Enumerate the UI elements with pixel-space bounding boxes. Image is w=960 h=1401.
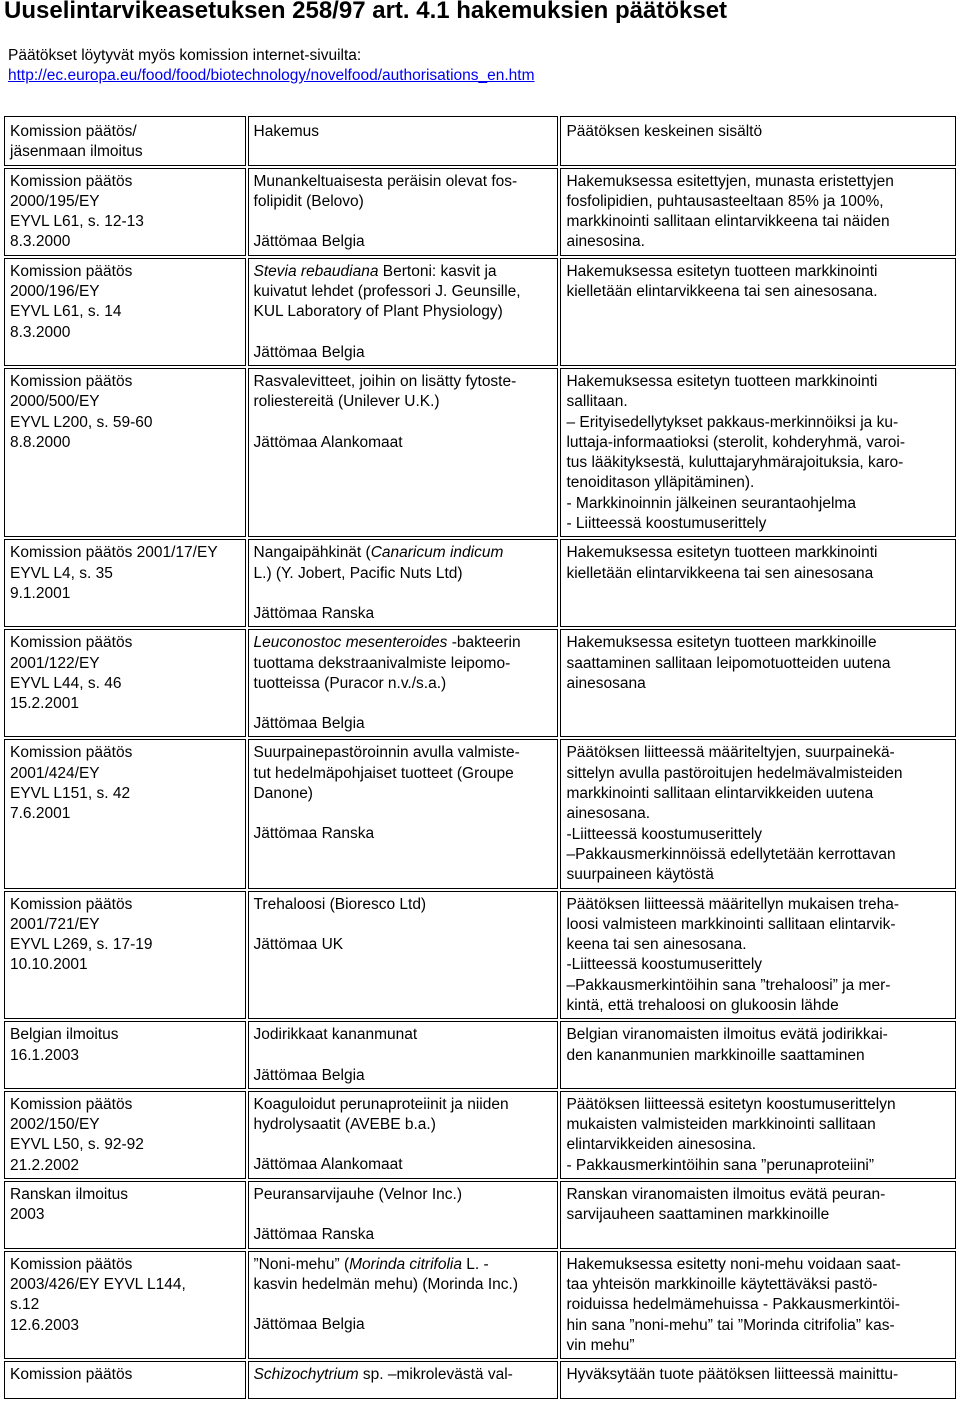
spacer (254, 915, 553, 935)
decision-content-cell: Ranskan viranomaisten ilmoitus evätä peuran- sarvijauheen saattaminen markkinoille (560, 1181, 956, 1249)
spacer (254, 212, 553, 232)
decision-content-cell: Päätöksen liitteessä määriteltyjen, suurpainekä- sittelyn avulla pastöroitujen hedelmävalmisteiden markkinointi sallitaan elintarvikkeiden uutena ainesosana. -Liitteessä koostumuserittely –Pakkausmerkinnöissä edellytetään kerrottavan suurpaineen käytöstä (560, 739, 956, 888)
application-cell (248, 1251, 559, 1359)
species-name: Canaricum indicum (370, 544, 504, 562)
application-text-cont: L. - kasvin hedelmän mehu) (Morinda Inc.) (253, 1255, 518, 1293)
decision-content-cell: Hakemuksessa esitetyn tuotteen markkinointi kielletään elintarvikkeena tai sen ainesosana. (560, 258, 956, 366)
application-description (254, 895, 553, 915)
application-cell (248, 891, 559, 1020)
table-row (4, 629, 956, 737)
application-text: Jodirikkaat kananmunat (253, 1026, 418, 1044)
decision-cell: Komission päätös 2000/195/EY EYVL L61, s. 12-13 8.3.2000 (4, 168, 246, 256)
header-application: Hakemus (248, 116, 559, 166)
application-description (254, 1255, 553, 1296)
decision-content-cell: Hakemuksessa esitetyn tuotteen markkinointi sallitaan. – Erityisedellytykset pakkaus-merkinnöiksi ja ku- luttaja-informaatioksi (sterolit, kohderyhmä, varoi- tus lääkityksestä, kuluttajaryhmärajoituksia, karo- tenoiditason ylläpitäminen). - Markkinoinnin jälkeinen seurantaohjelma - Liitteessä koostumuserittely (560, 368, 956, 537)
decision-cell: Komission päätös 2000/500/EY EYVL L200, s. 59-60 8.8.2000 (4, 368, 246, 537)
decision-cell: Komission päätös (4, 1361, 246, 1399)
decision-content-cell: Päätöksen liitteessä määritellyn mukaisen treha- loosi valmisteen markkinointi sallitaan elintarvik- keena tai sen ainesosana. -Liitteessä koostumuserittely –Pakkausmerkintöihin sana ”trehaloosi” ja mer- kintä, että trehaloosi on glukoosin lähde (560, 891, 956, 1020)
submitting-country: Jättömaa Belgia (253, 1316, 365, 1334)
spacer (254, 413, 553, 433)
application-cell (248, 1361, 559, 1399)
application-description (254, 262, 553, 323)
application-description (254, 1025, 553, 1045)
decision-cell: Belgian ilmoitus 16.1.2003 (4, 1021, 246, 1089)
table-row (4, 891, 956, 1020)
application-description (254, 372, 553, 413)
table-row (4, 1021, 956, 1089)
decisions-table (2, 114, 958, 1401)
submitting-country: Jättömaa Ranska (253, 1226, 375, 1244)
decision-cell: Komission päätös 2003/426/EY EYVL L144, s.12 12.6.2003 (4, 1251, 246, 1359)
application-text: Koaguloidut perunaproteiinit ja niiden hydrolysaatit (AVEBE b.a.) (253, 1095, 509, 1134)
application-description (254, 1185, 553, 1205)
species-name: Morinda citrifolia (349, 1255, 462, 1273)
application-cell (248, 168, 559, 256)
table-header-row (4, 116, 956, 166)
application-cell (248, 368, 559, 537)
spacer (254, 1205, 553, 1225)
application-description (254, 633, 553, 694)
spacer (254, 694, 553, 714)
application-cell (248, 629, 559, 737)
application-cell (248, 539, 559, 627)
table-row (4, 368, 956, 537)
spacer (254, 1295, 553, 1315)
decision-cell: Komission päätös 2000/196/EY EYVL L61, s. 14 8.3.2000 (4, 258, 246, 366)
submitting-country: Jättömaa UK (253, 935, 344, 953)
table-row (4, 258, 956, 366)
application-text: Peuransarvijauhe (Velnor Inc.) (253, 1186, 463, 1204)
table-row (4, 168, 956, 256)
table-row (4, 739, 956, 888)
application-text: Trehaloosi (Bioresco Ltd) (253, 895, 427, 913)
application-text-cont: -bakteerin tuottama dekstraanivalmiste leipomo- tuotteissa (Puracor n.v./s.a.) (253, 634, 521, 692)
decision-content-cell: Hakemuksessa esitetyn tuotteen markkinointi kielletään elintarvikkeena tai sen ainesosana (560, 539, 956, 627)
application-text: ”Noni-mehu” ( (253, 1255, 350, 1273)
intro-section (8, 46, 535, 86)
decision-cell: Komission päätös 2001/721/EY EYVL L269, s. 17-19 10.10.2001 (4, 891, 246, 1020)
application-text-cont: L.) (Y. Jobert, Pacific Nuts Ltd) (253, 564, 463, 582)
submitting-country: Jättömaa Alankomaat (253, 433, 403, 451)
submitting-country: Jättömaa Belgia (253, 715, 365, 733)
decision-content-cell: Hakemuksessa esitetyn tuotteen markkinoille saattaminen sallitaan leipomotuotteiden uutena ainesosana (560, 629, 956, 737)
application-description (254, 543, 553, 584)
application-description (254, 1095, 553, 1136)
table-row (4, 1181, 956, 1249)
decision-cell: Komission päätös 2001/122/EY EYVL L44, s. 46 15.2.2001 (4, 629, 246, 737)
spacer (254, 584, 553, 604)
species-name: Schizochytrium (253, 1366, 359, 1384)
intro-text: Päätökset löytyvät myös komission internet-sivuilta: (8, 47, 362, 64)
decision-cell: Komission päätös 2002/150/EY EYVL L50, s. 92-92 21.2.2002 (4, 1091, 246, 1179)
page-title: Uuselintarvikeasetuksen 258/97 art. 4.1 hakemuksien päätökset (4, 0, 728, 24)
application-description (254, 743, 553, 804)
decision-cell: Komission päätös 2001/424/EY EYVL L151, s. 42 7.6.2001 (4, 739, 246, 888)
application-description (254, 1365, 553, 1385)
application-text: Suurpainepastöroinnin avulla valmiste- tut hedelmäpohjaiset tuotteet (Groupe Danone) (253, 744, 520, 803)
decision-cell: Ranskan ilmoitus 2003 (4, 1181, 246, 1249)
application-cell (248, 1091, 559, 1179)
submitting-country: Jättömaa Alankomaat (253, 1156, 403, 1174)
table-row (4, 539, 956, 627)
submitting-country: Jättömaa Ranska (253, 604, 375, 622)
decision-content-cell: Belgian viranomaisten ilmoitus evätä jodirikkai- den kananmunien markkinoille saattaminen (560, 1021, 956, 1089)
application-cell (248, 258, 559, 366)
application-cell (248, 739, 559, 888)
decision-cell: Komission päätös 2001/17/EY EYVL L4, s. 35 9.1.2001 (4, 539, 246, 627)
application-cell (248, 1021, 559, 1089)
submitting-country: Jättömaa Belgia (253, 233, 365, 251)
application-text: Rasvalevitteet, joihin on lisätty fytoste- roliestereitä (Unilever U.K.) (253, 372, 517, 411)
decision-content-cell: Hakemuksessa esitettyjen, munasta eristettyjen fosfolipidien, puhtausasteeltaan 85% ja 100%, markkinointi sallitaan elintarvikkeena tai näiden ainesosina. (560, 168, 956, 256)
decision-content-cell: Hyväksytään tuote päätöksen liitteessä mainittu- (560, 1361, 956, 1399)
application-text: Nangaipähkinät ( (253, 544, 371, 562)
species-name: Stevia rebaudiana (253, 262, 379, 280)
submitting-country: Jättömaa Belgia (253, 343, 365, 361)
spacer (254, 1135, 553, 1155)
application-text-cont: Bertoni: kasvit ja kuivatut lehdet (professori J. Geunsille, KUL Laboratory of Plant Physiology) (253, 262, 521, 321)
decision-content-cell: Päätöksen liitteessä esitetyn koostumuserittelyn mukaisten valmisteiden markkinointi sallitaan elintarvikkeiden ainesosina. - Pakkausmerkintöihin sana ”perunaproteiini” (560, 1091, 956, 1179)
header-decision: Komission päätös/ jäsenmaan ilmoitus (4, 116, 246, 166)
spacer (254, 323, 553, 343)
application-text: Munankeltuaisesta peräisin olevat fos- folipidit (Belovo) (253, 172, 518, 210)
spacer (254, 804, 553, 824)
application-cell (248, 1181, 559, 1249)
application-description (254, 172, 553, 213)
species-name: Leuconostoc mesenteroides (253, 634, 448, 652)
table-row (4, 1251, 956, 1359)
decision-content-cell: Hakemuksessa esitetty noni-mehu voidaan saat- taa yhteisön markkinoille käytettäväksi pastö- roiduissa hedelmämehuissa - Pakkausmerkintöi- hin sana ”noni-mehu” tai ”Morinda citrifolia” kas- vin mehu” (560, 1251, 956, 1359)
table-row (4, 1091, 956, 1179)
table-row (4, 1361, 956, 1399)
header-content: Päätöksen keskeinen sisältö (560, 116, 956, 166)
application-text-cont: sp. –mikrolevästä val- (358, 1366, 513, 1384)
submitting-country: Jättömaa Belgia (253, 1066, 365, 1084)
spacer (254, 1046, 553, 1066)
submitting-country: Jättömaa Ranska (253, 825, 375, 843)
authorisations-link[interactable]: http://ec.europa.eu/food/food/biotechnology/novelfood/authorisations_en.htm (8, 67, 535, 84)
